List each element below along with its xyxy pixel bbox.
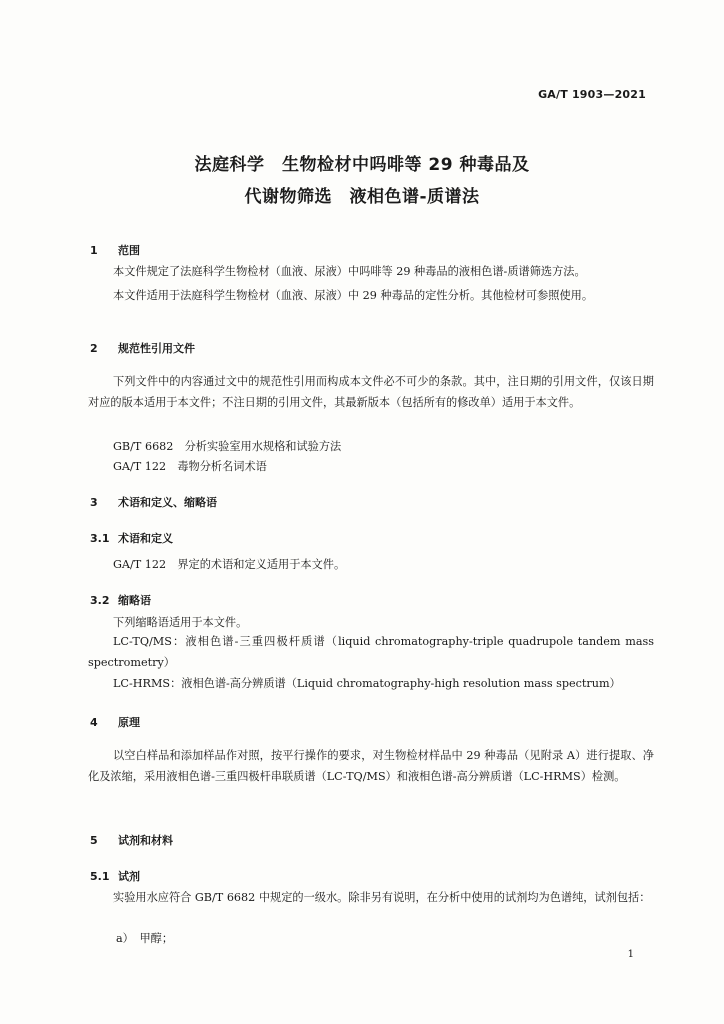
section-3-1-text: GA/T 122 界定的术语和定义适用于本文件。 [113,558,346,571]
reference-ga-t-122: GA/T 122 毒物分析名词术语 [113,460,267,473]
section-number: 5 [90,834,98,847]
section-5-1-heading [90,868,140,884]
section-3-2-intro: 下列缩略语适用于本文件。 [113,616,248,629]
section-title: 规范性引用文件 [118,342,195,355]
section-1-heading [90,242,140,258]
document-code: GA/T 1903—2021 [538,88,646,101]
title-line-2: 代谢物筛选 液相色谱-质谱法 [244,187,480,207]
section-number: 3.2 [90,594,110,607]
section-title: 术语和定义、缩略语 [118,496,217,509]
section-2-heading [90,340,195,356]
section-title: 缩略语 [118,594,151,607]
section-number: 4 [90,716,98,729]
section-number: 5.1 [90,870,110,883]
section-1-paragraph-2: 本文件适用于法庭科学生物检材（血液、尿液）中 29 种毒品的定性分析。其他检材可参照使用。 [113,289,594,302]
page-number: 1 [627,949,634,960]
section-5-heading [90,832,173,848]
section-title: 试剂 [118,870,140,883]
title-line-1: 法庭科学 生物检材中吗啡等 29 种毒品及 [194,155,530,175]
section-5-1-paragraph: 实验用水应符合 GB/T 6682 中规定的一级水。除非另有说明，在分析中使用的试剂均为色谱纯，试剂包括： [113,891,651,904]
section-3-2-heading [90,592,151,608]
section-title: 术语和定义 [118,532,173,545]
section-title: 试剂和材料 [118,834,173,847]
abbreviation-lc-hrms: LC-HRMS：液相色谱-高分辨质谱（Liquid chromatography-high resolution mass spectrum） [113,677,621,690]
section-number: 1 [90,244,98,257]
section-title: 原理 [118,716,140,729]
section-4-heading [90,714,140,730]
reagent-list-item-a: a） 甲醇； [116,932,174,945]
section-3-1-heading [90,530,173,546]
reference-gb-t-6682: GB/T 6682 分析实验室用水规格和试验方法 [113,440,342,453]
section-1-paragraph-1: 本文件规定了法庭科学生物检材（血液、尿液）中吗啡等 29 种毒品的液相色谱-质谱筛选方法。 [113,265,586,278]
section-3-heading [90,494,217,510]
abbreviation-lc-tq-ms: LC-TQ/MS：液相色谱-三重四极杆质谱（liquid chromatography-triple quadrupole tandem mass spectrometry） [88,635,654,669]
section-2-paragraph: 下列文件中的内容通过文中的规范性引用而构成本文件必不可少的条款。其中，注日期的引用文件，仅该日期对应的版本适用于本文件；不注日期的引用文件，其最新版本（包括所有的修改单）适用于本文件。 [88,375,654,409]
section-title: 范围 [118,244,140,257]
section-4-paragraph: 以空白样品和添加样品作对照，按平行操作的要求，对生物检材样品中 29 种毒品（见附录 A）进行提取、净化及浓缩，采用液相色谱-三重四极杆串联质谱（LC-TQ/MS）和液相色谱-高分辨质谱（LC-HRMS）检测。 [88,749,654,783]
section-number: 3.1 [90,532,110,545]
section-number: 2 [90,342,98,355]
section-number: 3 [90,496,98,509]
